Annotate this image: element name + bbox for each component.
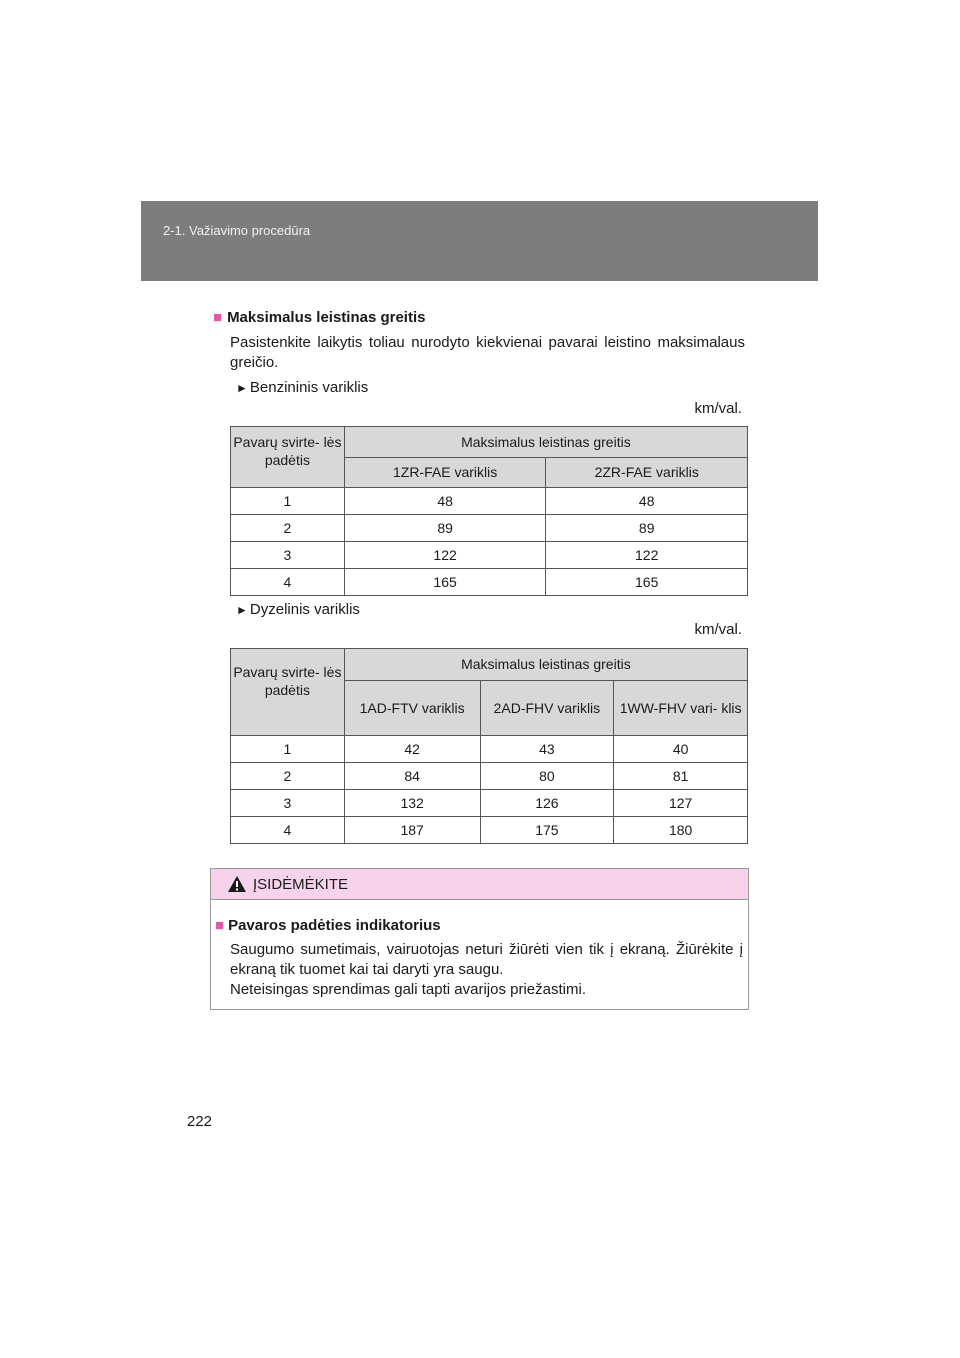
table-cell: 42	[344, 736, 480, 763]
table-cell: 40	[614, 736, 748, 763]
table-header-group: Maksimalus leistinas greitis	[344, 649, 747, 681]
table-cell: 3	[231, 790, 345, 817]
caution-text-line: Neteisingas sprendimas gali tapti avarijos priežastimi.	[230, 981, 586, 998]
table-header-engine: 1AD-FTV variklis	[344, 680, 480, 735]
intro-paragraph: Pasistenkite laikytis toliau nurodyto kiekvienai pavarai leistino maksimalaus greičio.	[230, 334, 745, 371]
triangle-bullet-icon: ►	[236, 603, 248, 617]
diesel-speed-table	[230, 648, 748, 844]
section-header-band	[141, 201, 818, 281]
diesel-unit: km/val.	[694, 621, 742, 638]
diesel-label: Dyzelinis variklis	[249, 601, 360, 618]
table-cell: 80	[480, 763, 614, 790]
table-cell: 4	[231, 817, 345, 844]
table-cell: 89	[344, 515, 546, 542]
table-row	[231, 569, 748, 596]
table-cell: 187	[344, 817, 480, 844]
caution-text-line: Saugumo sumetimais, vairuotojas neturi žiūrėti vien tik į ekraną. Žiūrėkite į ekraną tik tuomet kai tai daryti yra saugu.	[230, 941, 743, 978]
table-cell: 2	[231, 515, 345, 542]
petrol-unit: km/val.	[694, 400, 742, 417]
table-row	[231, 763, 748, 790]
caution-title	[215, 917, 441, 934]
caution-header	[211, 869, 748, 900]
table-cell: 127	[614, 790, 748, 817]
table-cell: 3	[231, 542, 345, 569]
table-cell: 132	[344, 790, 480, 817]
table-cell: 4	[231, 569, 345, 596]
table-row	[231, 790, 748, 817]
page-number: 222	[187, 1113, 213, 1130]
table-cell: 43	[480, 736, 614, 763]
table-cell: 89	[546, 515, 748, 542]
table-header-gear: Pavarų svirte- lės padėtis	[231, 427, 345, 488]
caution-box	[210, 868, 749, 1010]
triangle-bullet-icon: ►	[236, 381, 248, 395]
table-row	[231, 515, 748, 542]
table-cell: 1	[231, 488, 345, 515]
table-row	[231, 488, 748, 515]
section-heading-text: Maksimalus leistinas greitis	[227, 309, 426, 326]
caution-text	[230, 940, 743, 1000]
petrol-subheading	[236, 379, 368, 396]
diesel-subheading	[236, 601, 360, 618]
table-row	[231, 736, 748, 763]
caution-heading: ĮSIDĖMĖKITE	[253, 875, 349, 893]
table-header-engine: 2AD-FHV variklis	[480, 680, 614, 735]
table-cell: 1	[231, 736, 345, 763]
table-cell: 165	[344, 569, 546, 596]
table-header-engine: 1ZR-FAE variklis	[344, 457, 546, 488]
table-cell: 2	[231, 763, 345, 790]
warning-triangle-icon	[227, 875, 247, 893]
square-bullet-icon: ■	[215, 917, 225, 934]
square-bullet-icon: ■	[213, 309, 223, 326]
table-header-engine: 2ZR-FAE variklis	[546, 457, 748, 488]
petrol-speed-table	[230, 426, 748, 596]
table-cell: 81	[614, 763, 748, 790]
table-row	[231, 817, 748, 844]
table-cell: 48	[344, 488, 546, 515]
table-cell: 175	[480, 817, 614, 844]
table-cell: 84	[344, 763, 480, 790]
caution-title-text: Pavaros padėties indikatorius	[228, 917, 441, 934]
table-cell: 122	[344, 542, 546, 569]
section-title: 2-1. Važiavimo procedūra	[163, 223, 311, 238]
petrol-label: Benzininis variklis	[249, 379, 369, 396]
section-heading	[213, 309, 425, 326]
table-cell: 180	[614, 817, 748, 844]
table-cell: 48	[546, 488, 748, 515]
table-cell: 126	[480, 790, 614, 817]
table-cell: 122	[546, 542, 748, 569]
table-header-engine: 1WW-FHV vari- klis	[614, 680, 748, 735]
table-header-gear: Pavarų svirte- lės padėtis	[231, 649, 345, 736]
table-row	[231, 542, 748, 569]
table-cell: 165	[546, 569, 748, 596]
table-header-group: Maksimalus leistinas greitis	[344, 427, 747, 458]
